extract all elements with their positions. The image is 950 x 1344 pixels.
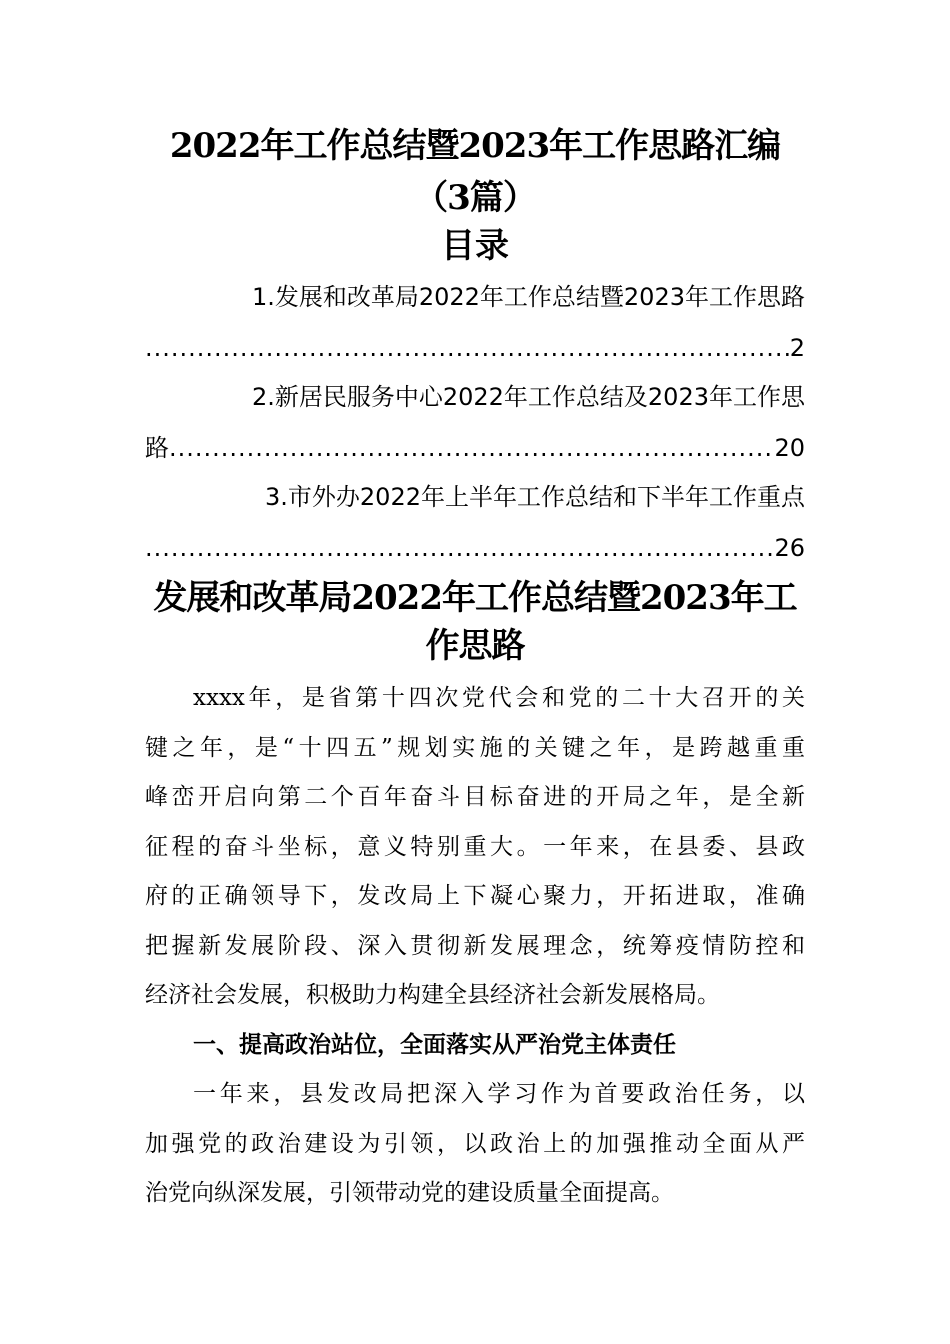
section-1-heading: 一、提高政治站位，全面落实从严治党主体责任 [193,1032,676,1058]
paragraph-1-line-2: 键之年，是“十四五”规划实施的关键之年，是跨越重重 [145,735,805,761]
toc-entry-3-text[interactable]: 3.市外办2022年上半年工作总结和下半年工作重点 [265,483,805,511]
toc-entry-2-text-cont: 路 [145,434,169,462]
paragraph-1-line-4: 征程的奋斗坐标，意义特别重大。一年来，在县委、县政 [145,834,805,860]
paragraph-2-line-3: 治党向纵深发展，引领带动党的建设质量全面提高。 [145,1180,674,1206]
toc-entry-2-text[interactable]: 2.新居民服务中心2022年工作总结及2023年工作思 [251,383,805,411]
toc-leader-dots [145,333,790,363]
toc-entry-1-page: 2 [789,334,805,362]
paragraph-2-line-1: 一年来，县发改局把深入学习作为首要政治任务，以 [193,1081,805,1107]
paragraph-1-line-5: 府的正确领导下，发改局上下凝心聚力，开拓进取，准确 [145,883,805,909]
paragraph-1-line-7: 经济社会发展，积极助力构建全县经济社会新发展格局。 [145,982,720,1008]
toc-leader-dots [169,433,774,463]
toc-entry-3-leader[interactable] [145,533,805,563]
toc-entry-2-leader[interactable] [145,433,805,463]
document-title-line-1: 2022年工作总结暨2023年工作思路汇编 [169,126,781,166]
toc-entry-3-page: 26 [774,534,805,562]
article-title-line-2: 作思路 [425,626,525,666]
paragraph-1-line-3: 峰峦开启向第二个百年奋斗目标奋进的开局之年，是全新 [145,784,805,810]
toc-entry-1-leader[interactable] [145,333,805,363]
toc-entry-1-text[interactable]: 1.发展和改革局2022年工作总结暨2023年工作思路 [251,283,805,311]
document-title-line-2: （3篇） [414,178,536,218]
paragraph-1-line-6: 把握新发展阶段、深入贯彻新发展理念，统筹疫情防控和 [145,933,805,959]
paragraph-1-line-1: xxxx年，是省第十四次党代会和党的二十大召开的关 [193,685,805,711]
article-title-line-1: 发展和改革局2022年工作总结暨2023年工 [153,578,797,618]
paragraph-2-line-2: 加强党的政治建设为引领，以政治上的加强推动全面从严 [145,1131,805,1157]
toc-title: 目录 [441,226,509,266]
toc-entry-2-page: 20 [774,434,805,462]
toc-leader-dots [145,533,774,563]
